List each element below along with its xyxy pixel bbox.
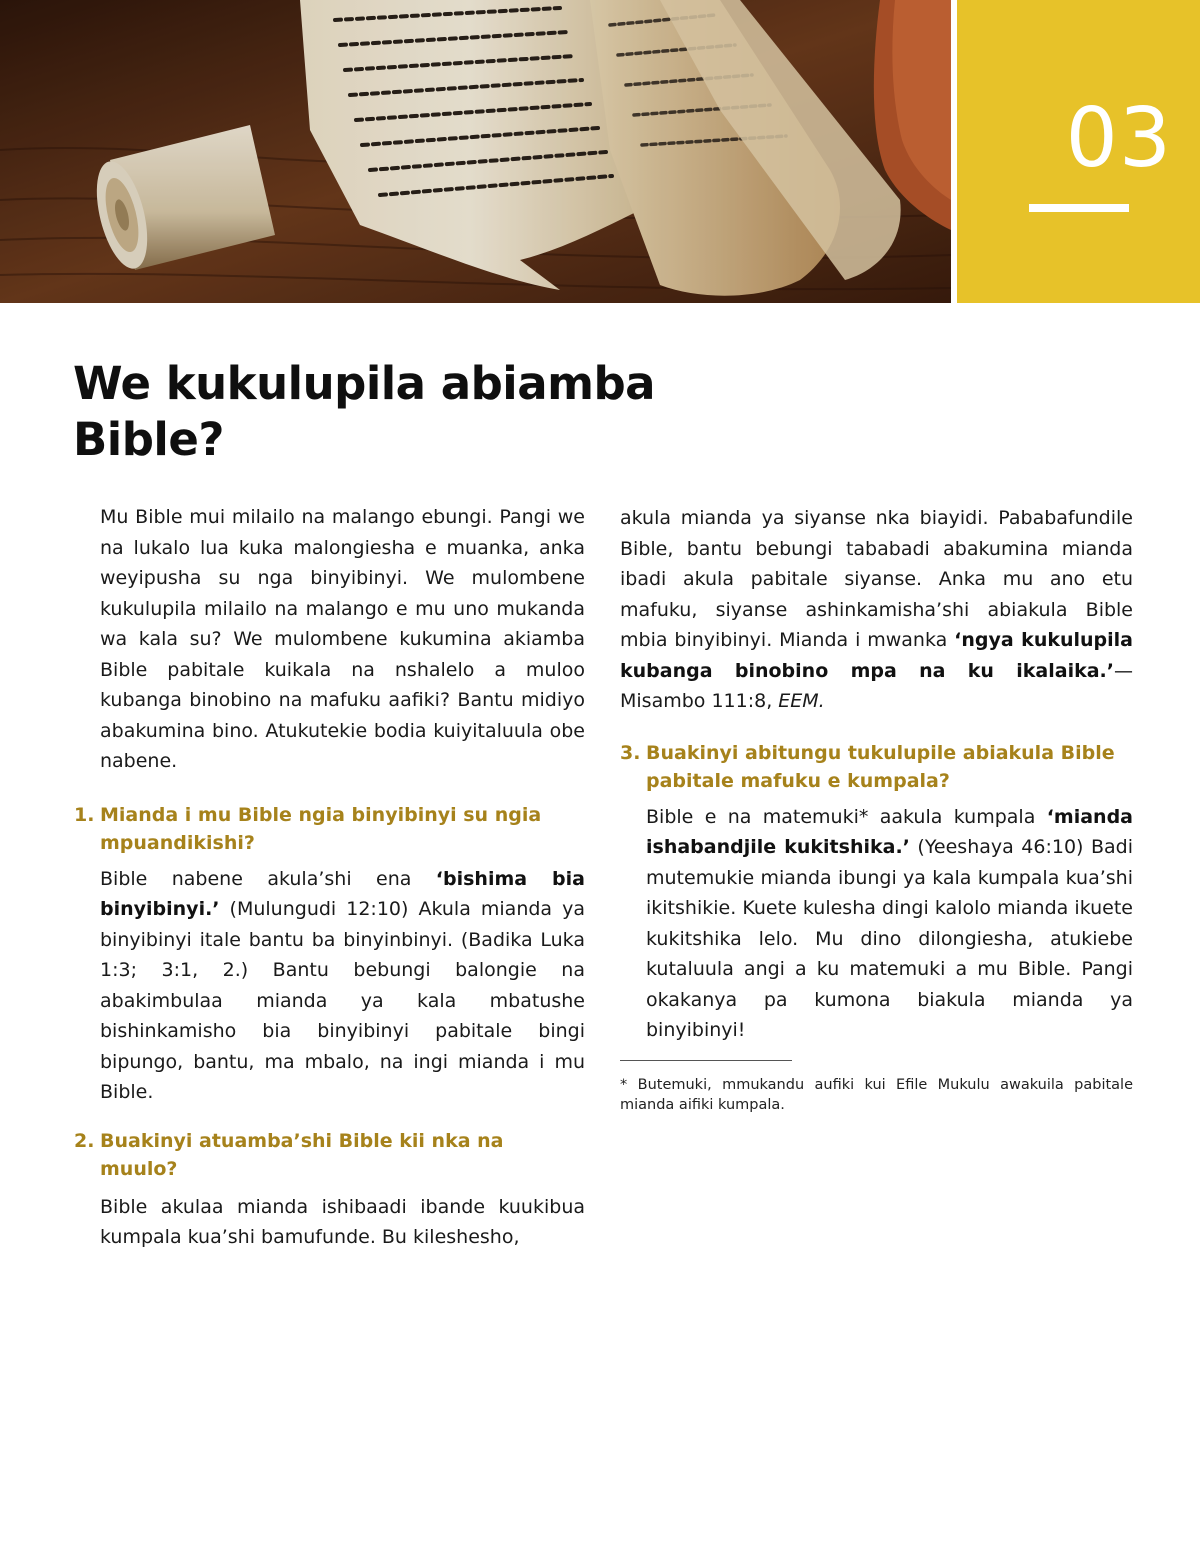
- question-2-answer-start: [74, 1192, 585, 1253]
- answer-3-quote: ‘mianda ishabandjile kukitshika.’: [646, 805, 1133, 858]
- lesson-number: 03: [1065, 91, 1172, 186]
- question-3-number: 3.: [620, 741, 641, 764]
- answer-2-reference: —Misambo 111:8,: [620, 659, 1133, 712]
- scrolls-illustration: [0, 0, 951, 303]
- question-3-text: Buakinyi abitungu tukulupile abiakula Bible pabitale mafuku e kumpala?: [646, 741, 1115, 792]
- question-1-number: 1.: [74, 803, 95, 826]
- header-image: [0, 0, 951, 303]
- question-1-heading: [74, 801, 585, 858]
- footnote: * Butemuki, mmukandu aufiki kui Efile Mukulu awakuila pabitale mianda aifiki kumpala.: [620, 1076, 1133, 1113]
- intro-paragraph: Mu Bible mui milailo na malango ebungi. Pangi we na lukalo lua kuka malongiesha e muanka, anka weyipusha su nga binyibinyi. We mulombene kukulupila milailo na malango e mu uno mukanda wa kala su? We mulombene kukumina akiamba Bible pabitale kuikala na nshalelo a muloo kubanga binobino na mafuku aafiki? Bantu midiyo abakumina bino. Atukutekie bodia kuiyitaluula obe nabene.: [100, 506, 585, 772]
- answer-2-version: EEM.: [778, 690, 825, 712]
- question-2-heading: [74, 1127, 585, 1184]
- answer-1-quote: ‘bishima bia binyibinyi.’: [100, 867, 585, 920]
- question-2-number: 2.: [74, 1129, 95, 1152]
- page-title: We kukulupila abiamba Bible?: [73, 357, 656, 466]
- footnote-divider: [620, 1060, 792, 1061]
- answer-3-part-2: (Yeeshaya 46:10) Badi mutemukie mianda ibungi ya kala kumpala kua’shi ikitshikie. Kuete kulesha dingi kalolo mianda ikuete kukitshika lelo. Mu dino dilongiesha, atukiebe kutaluula angi a ku matemuki a mu Bible. Pangi okakanya pa kumona biakula mianda ya binyibinyi!: [646, 836, 1133, 1041]
- question-2-answer-continued: [620, 503, 1133, 717]
- question-3-answer: [620, 802, 1133, 1046]
- answer-2-part-1: Bible akulaa mianda ishibaadi ibande kuukibua kumpala kua’shi bamufunde. Bu kileshesho,: [100, 1195, 585, 1248]
- answer-2-quote: ‘ngya kukulupila kubanga binobino mpa na ku ikalaika.’: [620, 629, 1133, 682]
- question-2-text: Buakinyi atuamba’shi Bible kii nka na muulo?: [100, 1129, 504, 1180]
- right-column: [620, 503, 1133, 1115]
- answer-3-part-1: Bible e na matemuki* aakula kumpala: [646, 805, 1047, 828]
- question-1-answer: [74, 864, 585, 1108]
- answer-1-part-1: Bible nabene akula’shi ena: [100, 867, 436, 890]
- question-3-heading: [620, 739, 1133, 796]
- lesson-number-badge: [957, 0, 1200, 303]
- lesson-number-underline: [1029, 204, 1129, 212]
- left-column: [74, 502, 585, 1253]
- answer-2-part-1-continued: akula mianda ya siyanse nka biayidi. Pababafundile Bible, bantu bebungi tababadi abakumina mianda ibadi akula pabitale siyanse. Anka mu ano etu mafuku, siyanse ashinkamisha’shi abiakula Bible mbia binyibinyi. Mianda i mwanka: [620, 507, 1133, 651]
- answer-1-part-2: (Mulungudi 12:10) Akula mianda ya binyibinyi itale bantu ba binyinbinyi. (Badika Luka 1:3; 3:1, 2.) Bantu bebungi balongie na abakimbulaa mianda ya kala mbatushe bishinkamisho bia binyibinyi pabitale bingi bipungo, bantu, ma mbalo, na ingi mianda i mu Bible.: [100, 898, 585, 1103]
- question-1-text: Mianda i mu Bible ngia binyibinyi su ngia mpuandikishi?: [100, 803, 542, 854]
